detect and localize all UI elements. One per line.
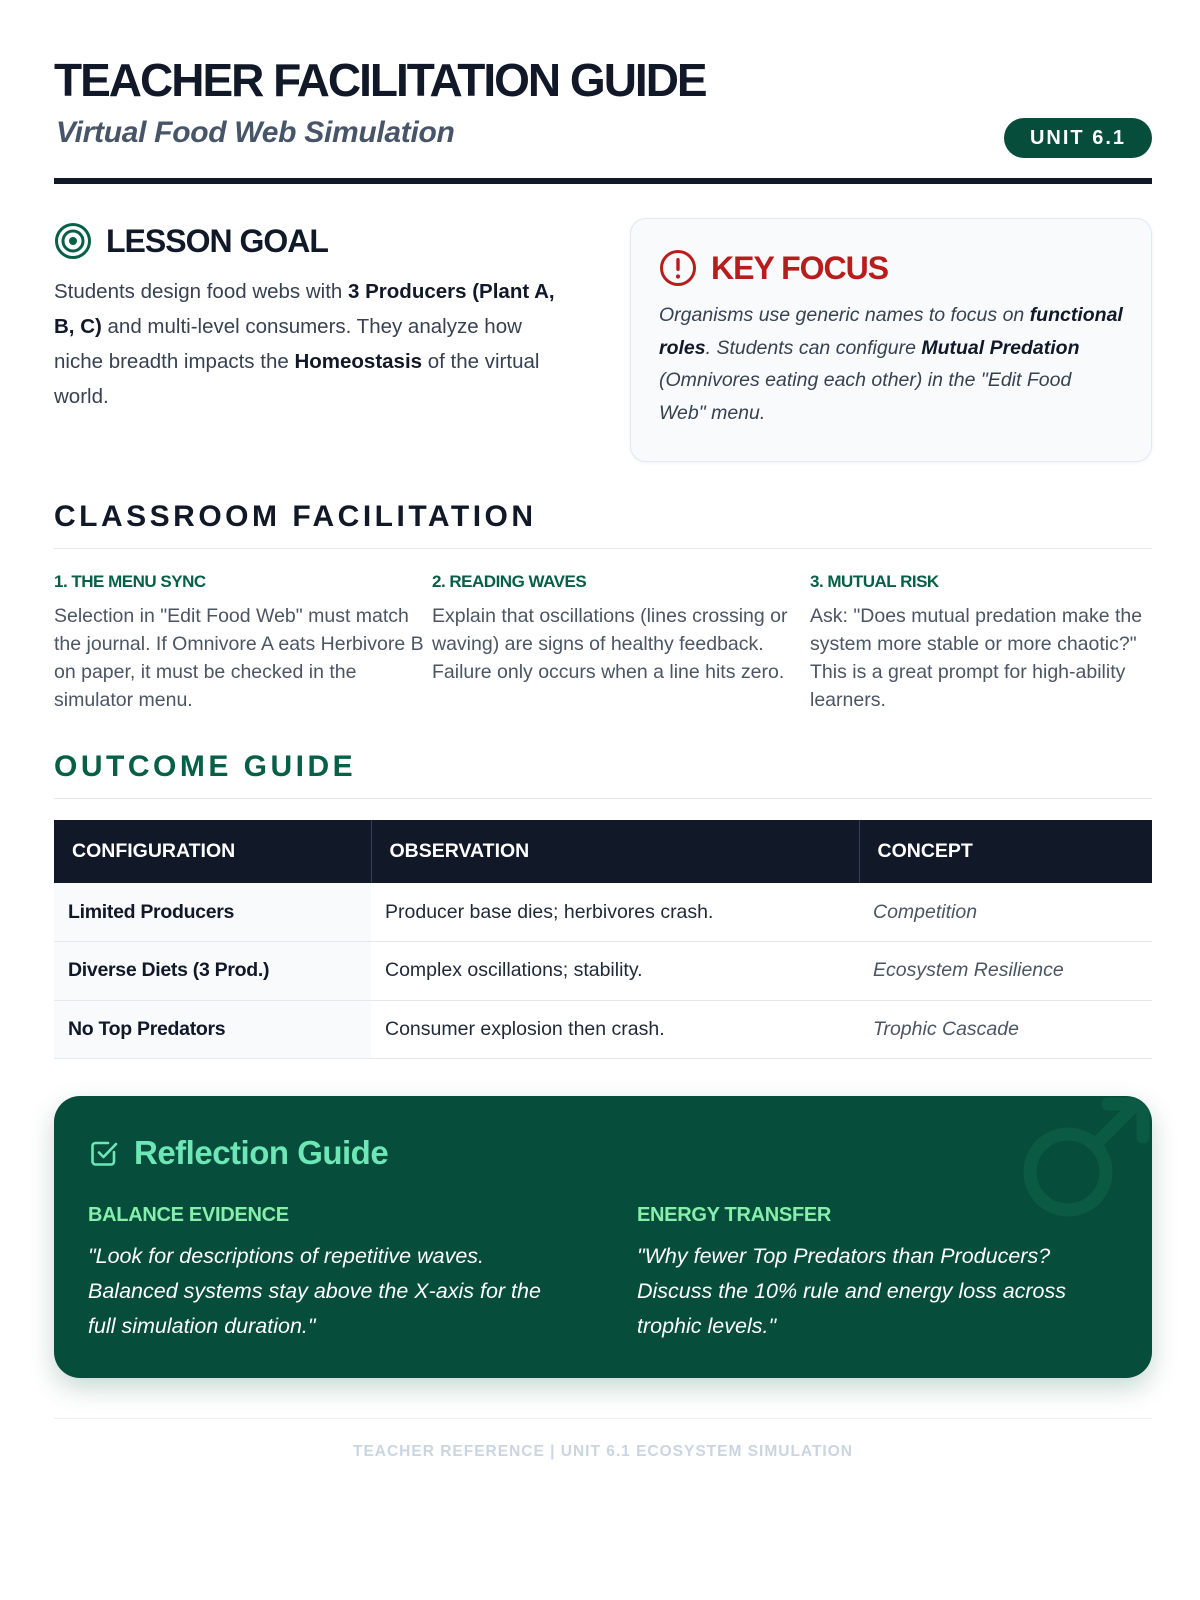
column-header-observation: OBSERVATION xyxy=(371,820,859,883)
footer-text: TEACHER REFERENCE | UNIT 6.1 ECOSYSTEM SIMULATION xyxy=(352,1443,853,1460)
goal-producers-emphasis: 3 Producers (Plant A, B, C) xyxy=(54,280,555,338)
goal-homeostasis-emphasis: Homeostasis xyxy=(294,350,423,373)
alert-circle-icon xyxy=(659,249,697,287)
target-icon xyxy=(54,222,92,260)
lesson-goal-section xyxy=(54,222,564,414)
unit-badge: UNIT 6.1 xyxy=(1004,118,1152,158)
focus-mutual-predation-emphasis: Mutual Predation xyxy=(921,336,1080,359)
energy-transfer-column xyxy=(637,1204,1107,1344)
goal-text-part: Students design food webs with xyxy=(54,280,349,303)
table-row xyxy=(54,883,1152,942)
page-title: TEACHER FACILITATION GUIDE xyxy=(54,54,706,106)
energy-transfer-label: ENERGY TRANSFER xyxy=(637,1204,832,1226)
energy-transfer-quote: "Why fewer Top Predators than Producers? Discuss the 10% rule and energy loss across trophic levels." xyxy=(637,1244,1067,1338)
balance-evidence-quote: "Look for descriptions of repetitive waves. Balanced systems stay above the X-axis for the full simulation duration." xyxy=(88,1244,541,1338)
table-row xyxy=(54,942,1152,1001)
facilitation-step xyxy=(54,572,432,714)
facilitation-step xyxy=(432,572,810,714)
section-divider xyxy=(54,798,1152,799)
balance-evidence-label: BALANCE EVIDENCE xyxy=(88,1204,289,1226)
reflection-guide-header xyxy=(88,1134,388,1172)
concept-cell: Trophic Cascade xyxy=(859,1000,1152,1059)
balance-evidence-column xyxy=(88,1204,558,1344)
page-subtitle: Virtual Food Web Simulation xyxy=(56,116,455,149)
observation-cell: Consumer explosion then crash. xyxy=(371,1000,859,1059)
step-title: 2. READING WAVES xyxy=(432,572,587,591)
classroom-facilitation-title: CLASSROOM FACILITATION xyxy=(54,500,537,533)
observation-cell: Complex oscillations; stability. xyxy=(371,942,859,1001)
key-focus-header xyxy=(659,249,1123,287)
facilitation-steps xyxy=(54,572,1152,714)
configuration-cell: Diverse Diets (3 Prod.) xyxy=(54,942,371,1001)
lesson-goal-title: LESSON GOAL xyxy=(106,222,328,259)
goal-text-part: of the virtual world. xyxy=(54,350,540,408)
key-focus-card xyxy=(630,218,1152,462)
step-text: Explain that oscillations (lines crossing or waving) are signs of healthy feedback. Failure only occurs when a line hits zero. xyxy=(432,605,788,683)
column-header-configuration: CONFIGURATION xyxy=(54,820,371,883)
page-header xyxy=(54,52,1152,184)
footer-divider xyxy=(54,1418,1152,1419)
reflection-guide-title: Reflection Guide xyxy=(134,1134,389,1171)
facilitation-step xyxy=(810,572,1152,714)
section-divider xyxy=(54,548,1152,549)
table-header-row xyxy=(54,820,1152,883)
focus-functional-roles-emphasis: functional roles xyxy=(659,304,1123,359)
concept-cell: Competition xyxy=(859,883,1152,942)
key-focus-title: KEY FOCUS xyxy=(711,249,889,286)
lesson-goal-header xyxy=(54,222,564,260)
lesson-goal-text xyxy=(54,274,564,414)
reflection-guide-card xyxy=(54,1096,1152,1378)
step-title: 3. MUTUAL RISK xyxy=(810,572,939,591)
step-text: Ask: "Does mutual predation make the system more stable or more chaotic?" This is a great prompt for high-ability learners. xyxy=(810,605,1143,711)
checkbox-icon xyxy=(88,1137,120,1169)
focus-text-part: (Omnivores eating each other) in the "Edit Food Web" menu. xyxy=(659,369,1072,424)
observation-cell: Producer base dies; herbivores crash. xyxy=(371,883,859,942)
concept-cell: Ecosystem Resilience xyxy=(859,942,1152,1001)
focus-text-part: Organisms use generic names to focus on xyxy=(659,304,1030,326)
goal-text-part: and multi-level consumers. They analyze how niche breadth impacts the xyxy=(54,315,522,373)
focus-text-part: . Students can configure xyxy=(705,336,922,359)
column-header-concept: CONCEPT xyxy=(859,820,1152,883)
key-focus-text xyxy=(659,299,1123,429)
outcome-table xyxy=(54,820,1152,1059)
configuration-cell: No Top Predators xyxy=(54,1000,371,1059)
header-divider xyxy=(54,178,1152,184)
step-text: Selection in "Edit Food Web" must match the journal. If Omnivore A eats Herbivore B on paper, it must be checked in the simulator menu. xyxy=(54,605,424,711)
step-title: 1. THE MENU SYNC xyxy=(54,572,206,591)
configuration-cell: Limited Producers xyxy=(54,883,371,942)
outcome-guide-title: OUTCOME GUIDE xyxy=(54,750,357,783)
table-row xyxy=(54,1000,1152,1059)
